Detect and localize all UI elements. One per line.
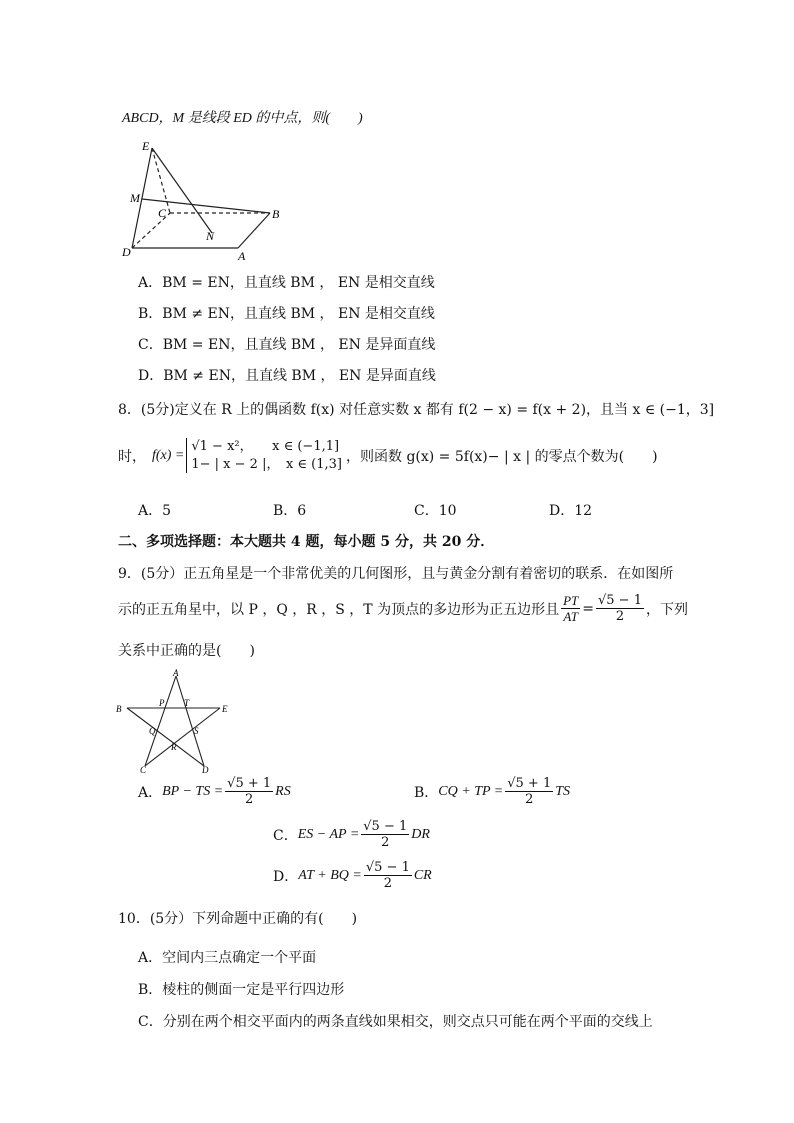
q8-option-a[interactable] [138,500,171,520]
q10-stem: 10．(5分）下列命题中正确的有( ) [118,911,358,927]
label-S: S [194,726,199,736]
label-C: C [140,765,147,774]
label-Q: Q [149,726,156,736]
q9-text-b: ，下列 [645,601,688,618]
star-edge-EC [145,708,220,766]
fraction-denominator: 2 [525,792,534,807]
option-text: 5 [162,503,172,519]
label-M: M [130,191,140,205]
option-label: D． [549,503,575,519]
q7-option-c[interactable] [138,334,435,354]
label-N: N [206,229,215,243]
option-label: D． [273,868,299,885]
q9-stem-line2 [118,594,688,623]
vector-rhs: RS [275,783,291,799]
vector-expression: ES − AP = [297,826,360,842]
edge-AB [238,213,270,248]
fraction-denominator: AT [563,609,579,624]
vector-expression: CQ + TP = [438,783,504,799]
q9-option-c[interactable] [273,820,430,849]
q8-stem-line1: 8．(5分)定义在 R 上的偶函数 f(x) 对任意实数 x 都有 f(2 − x) = f(x + 2)，且当 x ∈ (−1，3] [118,402,715,418]
fraction-numerator: √5 − 1 [363,819,408,834]
q9-text-a: 示的正五角星中，以 P ，Q ，R ，S ，T 为顶点的多边形为正五边形且 [118,601,560,618]
option-text: 分别在两个相交平面内的两条直线如果相交，则交点只可能在两个平面的交线上 [162,1014,653,1030]
option-label: C． [138,1014,163,1030]
q8-fx: f(x) = [152,447,185,463]
vector-expression: AT + BQ = [298,867,362,883]
option-text: 棱柱的侧面一定是平行四边形 [162,982,345,998]
q9-option-a[interactable] [138,777,291,806]
q9-stem-line1: 9．(5分）正五角星是一个非常优美的几何图形，且与黄金分割有着密切的联系．在如图所 [118,566,674,582]
option-label: B． [414,784,439,801]
q8-option-b[interactable] [273,500,306,520]
option-text: 12 [574,503,593,519]
label-E: E [222,704,228,714]
fraction-numerator: √5 − 1 [365,860,410,875]
q8-case2: 1− | x − 2 |， x ∈ (1,3] [191,456,342,472]
label-C: C [158,206,167,220]
option-label: B． [138,306,163,322]
option-label: A． [138,784,163,801]
fraction-numerator: √5 + 1 [507,776,552,791]
vector-expression: BP − TS = [162,783,224,799]
q8-option-c[interactable] [414,500,457,520]
q9-stem-line3: 关系中正确的是( ) [118,643,255,659]
edge-EC [152,148,170,213]
section-heading: 二、多项选择题：本大题共 4 题，每小题 5 分，共 20 分． [118,534,495,550]
fraction-numerator: √5 − 1 [597,593,642,608]
label-D: D [202,765,209,774]
star-edge-AC [145,676,176,766]
option-label: B． [273,503,298,519]
option-label: A． [138,950,163,966]
label-E: E [142,139,150,153]
q10-option-b[interactable] [138,979,344,999]
q9-golden-fraction [596,594,644,623]
q8-case1: √1 − x²， x ∈ (−1,1] [191,439,340,454]
option-fraction [225,777,273,806]
label-A: A [173,668,179,678]
fraction-denominator: 2 [245,792,254,807]
q9-star-figure [112,666,236,774]
option-fraction [364,861,412,890]
q10-option-c[interactable] [138,1011,653,1031]
option-fraction [361,820,409,849]
option-text: 10 [438,503,457,519]
q8-stem-line2 [118,438,658,473]
option-text: BM = EN，且直线 BM ， EN 是异面直线 [162,337,436,353]
q8-prefix: 时， [118,448,146,465]
label-D: D [122,245,131,259]
fraction-denominator: 2 [381,835,390,850]
label-B: B [116,704,122,714]
option-label: A． [138,503,163,519]
label-T: T [184,698,190,708]
option-label: C． [414,503,439,519]
q8-suffix: ，则函数 g(x) = 5f(x)− | x | 的零点个数为( ) [346,448,658,465]
q9-option-b[interactable] [414,777,570,806]
option-text: BM ≠ EN，且直线 BM ， EN 是异面直线 [163,368,436,384]
vector-rhs: CR [413,867,432,883]
label-B: B [272,207,280,221]
star-edge-AD [176,676,204,766]
q9-option-d[interactable] [273,861,432,890]
q9-ratio-fraction [561,594,580,623]
q7-option-b[interactable] [138,303,435,323]
q7-option-a[interactable] [138,272,435,292]
q10-option-a[interactable] [138,947,316,967]
q7-stem-tail: ABCD，M 是线段 ED 的中点，则( ) [122,111,363,126]
q7-solid-figure [118,136,288,264]
option-text: BM ≠ EN，且直线 BM ， EN 是相交直线 [162,306,435,322]
vector-rhs: DR [411,826,430,842]
fraction-numerator: √5 + 1 [227,776,272,791]
star-edge-BD [127,708,204,766]
option-label: D． [138,368,164,384]
q8-option-d[interactable] [549,500,592,520]
label-P: P [159,698,165,708]
option-label: A． [138,275,163,291]
fraction-numerator: PT [563,593,579,608]
equals-sign: = [582,600,594,617]
label-R: R [171,742,177,752]
edge-EN [152,148,212,233]
option-fraction [505,777,553,806]
fraction-denominator: 2 [615,609,625,624]
option-label: B． [138,982,163,998]
label-A: A [238,249,246,263]
option-label: C． [273,827,298,844]
option-text: 空间内三点确定一个平面 [162,950,317,966]
option-label: C． [138,337,163,353]
q8-piecewise [186,438,342,473]
option-text: 6 [297,503,307,519]
vector-rhs: TS [555,783,571,799]
option-text: BM = EN，且直线 BM ， EN 是相交直线 [162,275,435,291]
q7-option-d[interactable] [138,365,436,385]
fraction-denominator: 2 [383,876,392,891]
